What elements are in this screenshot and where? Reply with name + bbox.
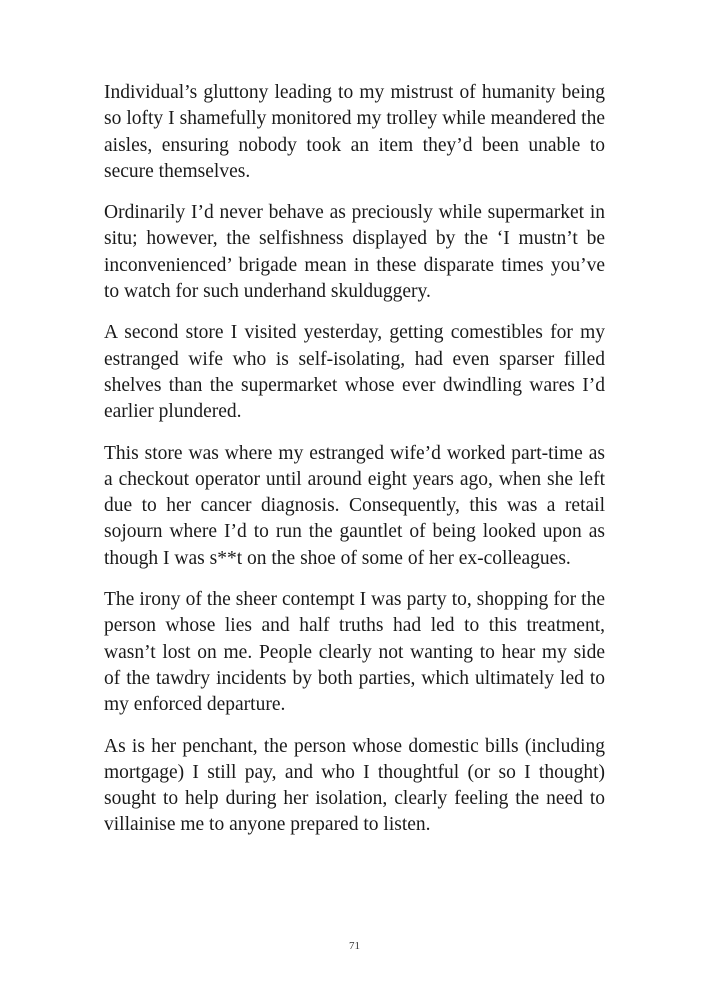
body-text	[104, 80, 605, 854]
paragraph-5: The irony of the sheer contempt I was party to, shopping for the person whose lies and half truths had led to this treatment, wasn’t lost on me. People clearly not wanting to hear my side of the tawdry incidents by both parties, which ultimately led to my enforced departure.	[104, 589, 605, 716]
paragraph-1: Individual’s gluttony leading to my mistrust of humanity being so lofty I shamefully monitored my trolley while meandered the aisles, ensuring nobody took an item they’d been unable to secure themselves.	[104, 82, 605, 182]
paragraph-2: Ordinarily I’d never behave as preciously while supermarket in situ; however, the selfishness displayed by the ‘I mustn’t be inconvenienced’ brigade mean in these disparate times you’ve to watch for such underhand skulduggery.	[104, 202, 605, 303]
paragraph-3: A second store I visited yesterday, getting comestibles for my estranged wife who is self-isolating, had even sparser filled shelves than the supermarket whose ever dwindling wares I’d earlier plundered.	[104, 322, 605, 423]
paragraph-6: As is her penchant, the person whose domestic bills (including mortgage) I still pay, and who I thoughtful (or so I thought) sought to help during her isolation, clearly feeling the need to villainise me to anyone prepared to listen.	[104, 735, 605, 836]
page-number: 71	[349, 940, 360, 952]
paragraph-4: This store was where my estranged wife’d worked part-time as a checkout operator until around eight years ago, when she left due to her cancer diagnosis. Consequently, this was a retail sojourn where I’d to run the gauntlet of being looked upon as though I was s**t on the shoe of some of her ex-colleagues.	[104, 442, 605, 569]
